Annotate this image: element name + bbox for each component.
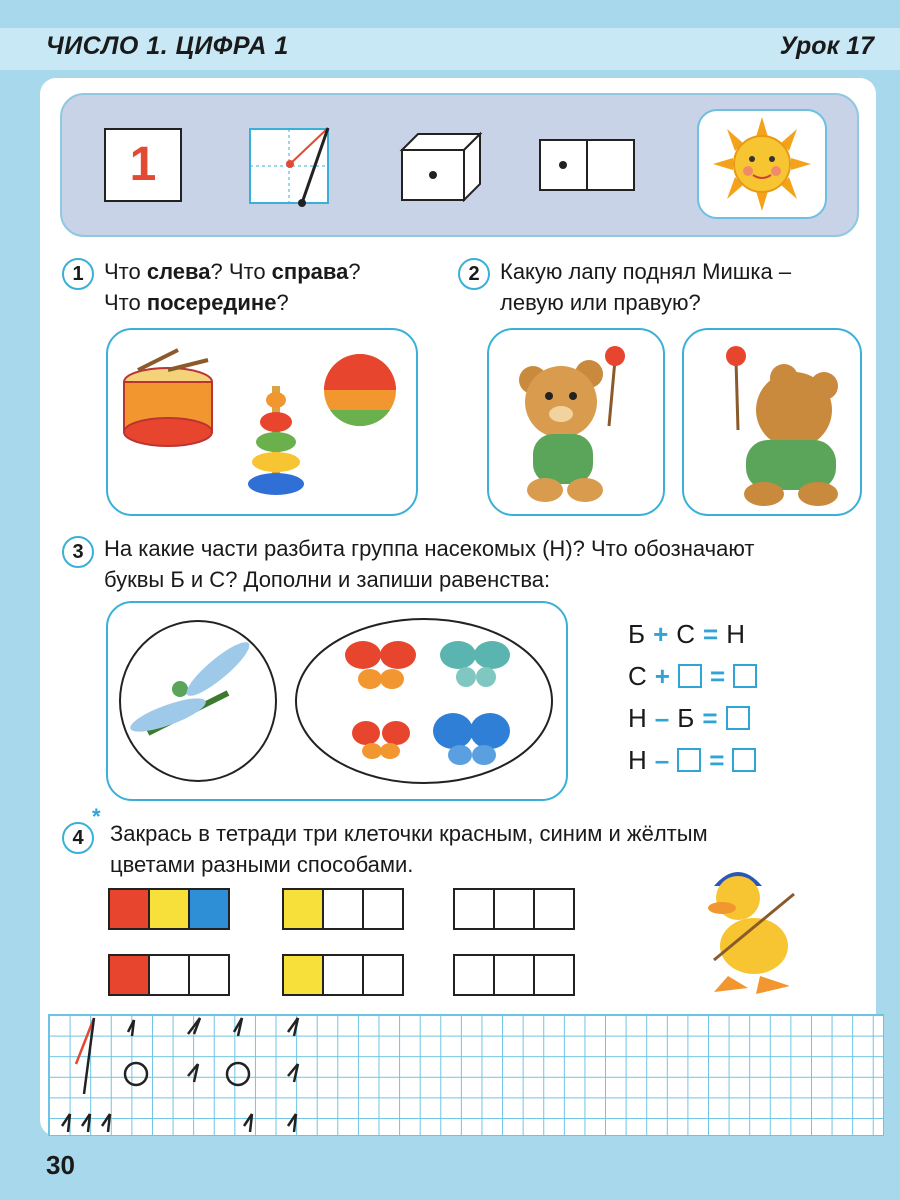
cell-yellow[interactable] bbox=[148, 888, 190, 930]
cell-empty[interactable] bbox=[188, 954, 230, 996]
page-number: 30 bbox=[46, 1150, 75, 1180]
answer-box[interactable] bbox=[733, 664, 757, 688]
cell-empty[interactable] bbox=[362, 888, 404, 930]
task2-line: левую или правую? bbox=[500, 290, 701, 315]
task-number-4: 4 bbox=[62, 822, 94, 854]
task-number-1: 1 bbox=[62, 258, 94, 290]
task4-line: Закрась в тетради три клеточки красным, синим и жёлтым bbox=[110, 821, 708, 846]
duckling-icon bbox=[700, 858, 810, 996]
ball-icon bbox=[324, 354, 396, 426]
butterfly-teal-icon bbox=[440, 641, 510, 687]
eq-equals: = bbox=[703, 618, 719, 649]
digit-card bbox=[104, 128, 182, 202]
butterfly-group-circle bbox=[296, 619, 552, 783]
eq-operator: + bbox=[654, 660, 670, 691]
task1-text-part: Что bbox=[104, 290, 147, 315]
cell-empty[interactable] bbox=[533, 888, 575, 930]
digit-writing-guide bbox=[248, 124, 334, 208]
cell-blue[interactable] bbox=[188, 888, 230, 930]
answer-box[interactable] bbox=[726, 706, 750, 730]
butterfly-orange-icon bbox=[352, 721, 410, 759]
digit-one: 1 bbox=[129, 138, 157, 191]
cells-row-2-b bbox=[282, 954, 404, 996]
cell-empty[interactable] bbox=[493, 888, 535, 930]
eq-term: Н bbox=[628, 744, 647, 775]
bear-front-icon bbox=[489, 330, 663, 514]
cell-empty[interactable] bbox=[362, 954, 404, 996]
cell-empty[interactable] bbox=[453, 954, 495, 996]
task1-text-part: ? bbox=[348, 259, 361, 284]
eq-equals: = bbox=[709, 744, 725, 775]
cell-yellow[interactable] bbox=[282, 888, 324, 930]
cell-empty[interactable] bbox=[322, 888, 364, 930]
cells-row-1-a bbox=[108, 888, 230, 930]
cell-empty[interactable] bbox=[322, 954, 364, 996]
equations-block bbox=[628, 616, 757, 778]
page-title: ЧИСЛО 1. ЦИФРА 1 bbox=[46, 32, 289, 60]
eq-term: С bbox=[676, 618, 696, 649]
eq-term: Н bbox=[628, 702, 647, 733]
equation-row-2 bbox=[628, 658, 757, 694]
dice-icon bbox=[398, 130, 484, 202]
cell-red[interactable] bbox=[108, 888, 150, 930]
eq-operator: – bbox=[654, 744, 670, 775]
insects-picture bbox=[106, 601, 568, 801]
eq-equals: = bbox=[702, 702, 718, 733]
sun-icon bbox=[699, 111, 825, 217]
pyramid-toy-icon bbox=[248, 386, 304, 495]
task1-text-part: ? bbox=[276, 290, 289, 315]
task3-line: На какие части разбита группа насекомых (Н)? Что обозначают bbox=[104, 536, 755, 561]
toys-illustration bbox=[108, 330, 416, 514]
answer-box[interactable] bbox=[677, 748, 701, 772]
cell-empty[interactable] bbox=[453, 888, 495, 930]
answer-box[interactable] bbox=[732, 748, 756, 772]
bear-front-picture bbox=[487, 328, 665, 516]
task2-text bbox=[500, 256, 862, 318]
drum-icon bbox=[124, 350, 212, 446]
equation-row-4 bbox=[628, 742, 757, 778]
eq-term: С bbox=[628, 660, 647, 691]
task3-text bbox=[104, 533, 874, 595]
eq-equals: = bbox=[709, 660, 726, 691]
cells-row-1-c bbox=[453, 888, 575, 930]
domino-icon bbox=[538, 138, 636, 192]
dragonfly-icon bbox=[127, 636, 255, 738]
cell-empty[interactable] bbox=[493, 954, 535, 996]
cells-row-2-c bbox=[453, 954, 575, 996]
lesson-label: Урок 17 bbox=[779, 32, 874, 60]
cell-empty[interactable] bbox=[148, 954, 190, 996]
cell-empty[interactable] bbox=[533, 954, 575, 996]
task1-bold-left: слева bbox=[146, 259, 211, 284]
answer-box[interactable] bbox=[678, 664, 702, 688]
task3-line: буквы Б и С? Дополни и запиши равенства: bbox=[104, 567, 551, 592]
toys-picture bbox=[106, 328, 418, 516]
cell-red[interactable] bbox=[108, 954, 150, 996]
eq-term: Б bbox=[677, 702, 695, 733]
task2-line: Какую лапу поднял Мишка – bbox=[500, 259, 792, 284]
insects-illustration bbox=[108, 603, 566, 799]
equation-row-1 bbox=[628, 616, 757, 652]
eq-term: Б bbox=[628, 618, 646, 649]
task-number-2: 2 bbox=[458, 258, 490, 290]
eq-term: Н bbox=[726, 618, 745, 649]
bear-back-picture bbox=[682, 328, 862, 516]
digit-copy-samples bbox=[48, 1014, 328, 1134]
task1-text bbox=[104, 256, 434, 318]
butterfly-red-icon bbox=[345, 641, 416, 689]
equation-row-3 bbox=[628, 700, 757, 736]
cells-row-2-a bbox=[108, 954, 230, 996]
task1-bold-right: справа bbox=[271, 259, 349, 284]
task-number-3: 3 bbox=[62, 536, 94, 568]
bear-back-icon bbox=[684, 330, 860, 514]
butterfly-blue-icon bbox=[433, 713, 510, 765]
task1-text-part: ? Что bbox=[210, 259, 272, 284]
cell-yellow[interactable] bbox=[282, 954, 324, 996]
eq-operator: – bbox=[654, 702, 670, 733]
eq-operator: + bbox=[653, 618, 669, 649]
star-mark: * bbox=[92, 804, 101, 829]
cells-row-1-b bbox=[282, 888, 404, 930]
task1-bold-middle: посередине bbox=[146, 290, 277, 315]
sun-card bbox=[697, 109, 827, 219]
task1-text-part: Что bbox=[104, 259, 147, 284]
task4-line: цветами разными способами. bbox=[110, 852, 414, 877]
